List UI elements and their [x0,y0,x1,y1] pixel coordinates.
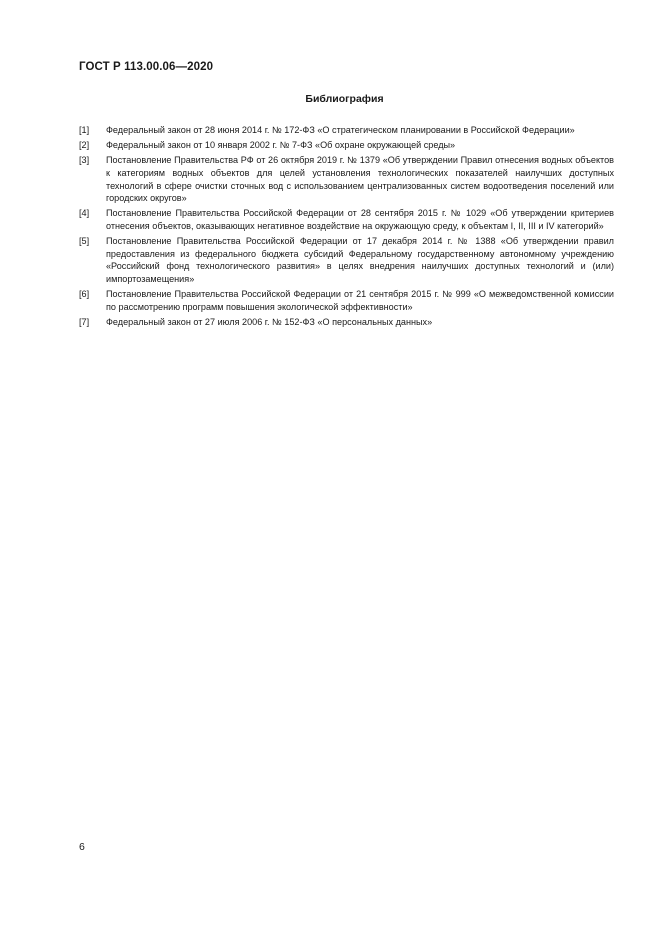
entry-text: Постановление Правительства Российской Федерации от 17 декабря 2014 г. № 1388 «Об утверждении правил предоставления из федерального бюджета субсидий Федеральному государственному автономному учреждению «Российский фонд технологического развития» в целях внедрения наилучших доступных технологий и (или) импортозамещения» [106,236,614,284]
bibliography-entry [79,288,614,313]
bibliography-entry [79,207,614,232]
bibliography-entry [79,316,614,329]
entry-text: Постановление Правительства Российской Федерации от 21 сентября 2015 г. № 999 «О межведомственной комиссии по рассмотрению программ повышения экологической эффективности» [106,289,614,312]
entry-number: [7] [79,316,90,327]
document-header: ГОСТ Р 113.00.06—2020 [79,61,214,73]
entry-text: Федеральный закон от 10 января 2002 г. № 7-ФЗ «Об охране окружающей среды» [106,140,456,151]
entry-number: [5] [79,236,90,247]
entry-text: Федеральный закон от 28 июня 2014 г. № 172-ФЗ «О стратегическом планировании в Российской Федерации» [106,125,575,135]
entry-number: [1] [79,125,90,135]
page-number: 6 [79,841,85,853]
entry-text: Постановление Правительства Российской Федерации от 28 сентября 2015 г. № 1029 «Об утверждении критериев отнесения объектов, оказывающих негативное воздействие на окружающую среду, к объектам I, II, III и IV категорий» [106,208,614,231]
entry-number: [3] [79,155,90,166]
bibliography-entry [79,139,614,152]
entry-text: Федеральный закон от 27 июля 2006 г. № 152-ФЗ «О персональных данных» [106,316,433,327]
entry-number: [6] [79,289,90,300]
bibliography-list [79,124,614,331]
entry-text: Постановление Правительства РФ от 26 октября 2019 г. № 1379 «Об утверждении Правил отнесения водных объектов к категориям водных объектов для целей установления технологических показателей наилучших доступных технологий в сфере очистки сточных вод с использованием централизованных систем водоотведения поселений или городских округов» [106,155,614,204]
bibliography-entry [79,154,614,204]
bibliography-entry [79,124,614,137]
section-title: Библиография [305,93,384,105]
bibliography-entry [79,235,614,285]
entry-number: [4] [79,208,90,219]
entry-number: [2] [79,140,90,151]
